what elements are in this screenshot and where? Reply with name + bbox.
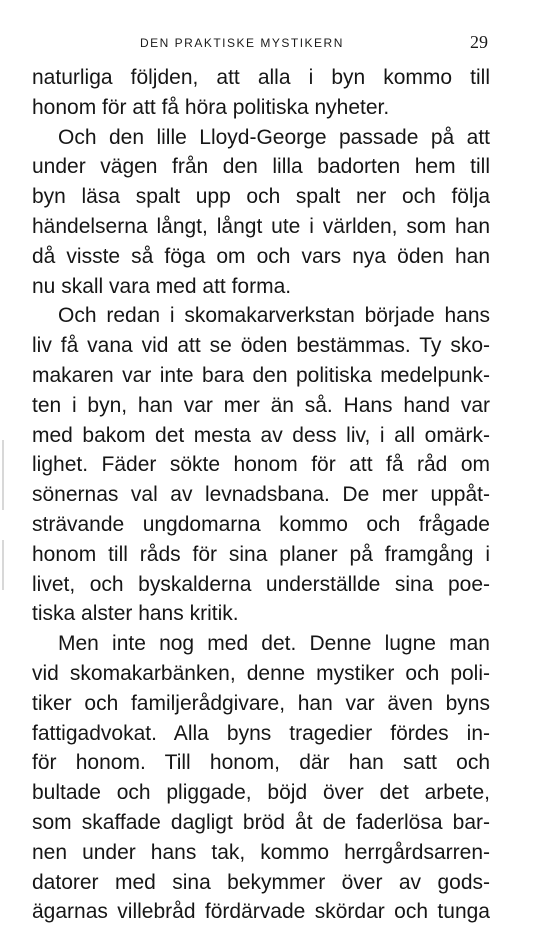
text-line: sönernas val av levnadsbana. De mer uppåt- [32, 483, 490, 507]
text-line: strävande ungdomarna kommo och frågade [32, 512, 490, 536]
text-line: nu skall vara med att forma. [32, 274, 292, 298]
text-line: under vägen från den lilla badorten hem till [32, 155, 490, 179]
text-line: lighet. Fäder sökte honom för att få råd om [32, 453, 490, 477]
text-line: då visste så föga om och vars nya öden han [32, 244, 490, 268]
text-line: tiska alster hans kritik. [32, 602, 239, 626]
text-line: händelserna långt, långt ute i världen, som han [32, 214, 490, 238]
body-text [32, 63, 490, 927]
text-line: honom för att få höra politiska nyheter. [32, 95, 390, 119]
text-line: liv få vana vid att se öden bestämmas. Ty sko- [32, 334, 490, 358]
text-line: byn läsa spalt upp och spalt ner och följa [32, 185, 490, 209]
page-edge-shadow [2, 540, 4, 590]
text-line: honom till råds för sina planer på framgång i [32, 542, 490, 566]
text-line: ägarnas villebråd fördärvade skördar och tunga [32, 900, 490, 924]
text-line: som skaffade dagligt bröd åt de faderlösa bar- [32, 810, 490, 834]
text-line: livet, och byskalderna underställde sina poe- [32, 572, 490, 596]
text-line: vid skomakarbänken, denne mystiker och poli- [32, 661, 490, 685]
text-line: nen under hans tak, kommo herrgårdsarren- [32, 840, 490, 864]
text-line: Och redan i skomakarverkstan började hans [58, 304, 490, 328]
text-line: för honom. Till honom, där han satt och [32, 751, 490, 775]
page-number: 29 [470, 32, 488, 52]
text-line: Men inte nog med det. Denne lugne man [58, 632, 490, 656]
text-line: naturliga följden, att alla i byn kommo till [32, 66, 490, 89]
text-line: tiker och familjerådgivare, han var även byns [32, 691, 490, 715]
page-edge-shadow [2, 440, 4, 510]
text-line: med bakom det mesta av dess liv, i all omärk- [32, 423, 490, 447]
text-line: Och den lille Lloyd-George passade på att [58, 125, 490, 149]
text-line: datorer med sina bekymmer över av gods- [32, 870, 490, 894]
text-line: bultade och pliggade, böjd över det arbete, [32, 781, 490, 805]
text-line: fattigadvokat. Alla byns tragedier fördes in- [32, 721, 490, 745]
text-line: makaren var inte bara den politiska medelpunk- [32, 363, 490, 387]
text-line: ten i byn, han var mer än så. Hans hand var [32, 393, 490, 417]
running-head: DEN PRAKTISKE MYSTIKERN [140, 36, 344, 50]
